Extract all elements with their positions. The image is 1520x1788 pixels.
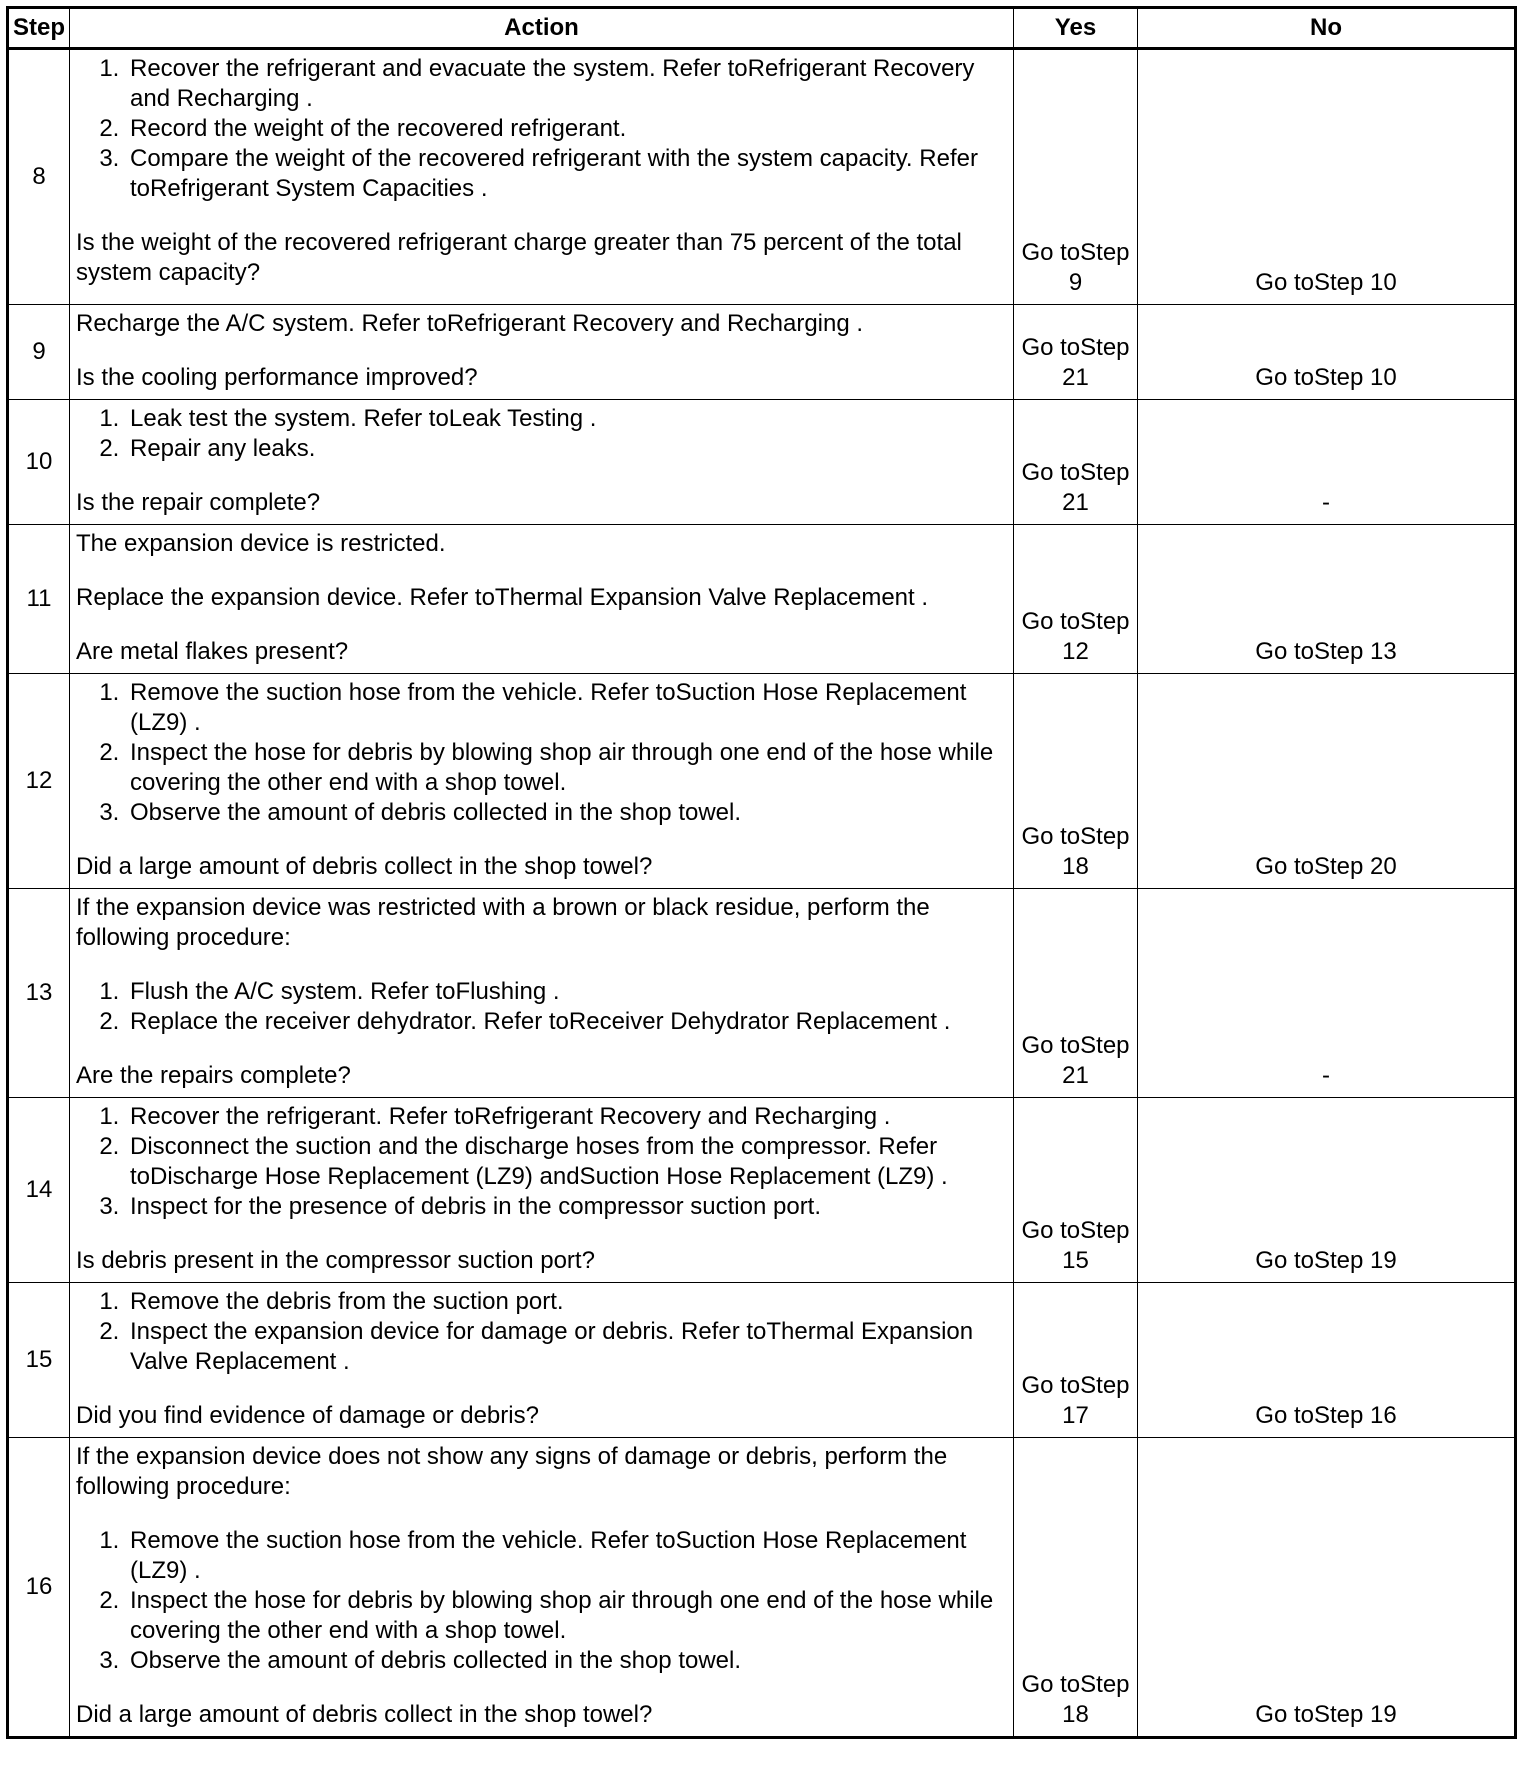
yes-goto-step: 15 <box>1062 1247 1089 1274</box>
yes-goto <box>1016 607 1135 667</box>
spacer <box>76 613 1007 637</box>
spacer <box>76 204 1007 228</box>
procedure-item: 2. Inspect the expansion device for damage or debris. Refer toThermal Expansion Valve Replacement . <box>126 1317 1007 1377</box>
procedure-list <box>76 977 1007 1037</box>
action-text: If the expansion device was restricted with a brown or black residue, perform the following procedure: <box>76 894 930 951</box>
yes-goto-label: Go toStep <box>1021 823 1130 850</box>
no-goto: Go toStep 19 <box>1138 1098 1516 1283</box>
action-text: Did you find evidence of damage or debris? <box>76 1402 539 1429</box>
spacer <box>76 1676 1007 1700</box>
procedure-list <box>76 678 1007 828</box>
no-goto: Go toStep 20 <box>1138 674 1516 889</box>
table-body <box>8 49 1516 1738</box>
step-number: 15 <box>8 1283 70 1438</box>
procedure-item: 2. Record the weight of the recovered refrigerant. <box>126 114 1007 144</box>
spacer <box>76 953 1007 977</box>
action-text: Recharge the A/C system. Refer toRefrigerant Recovery and Recharging . <box>76 310 864 337</box>
yes-goto-label: Go toStep <box>1021 239 1130 266</box>
yes-goto-label: Go toStep <box>1021 608 1130 635</box>
procedure-item: 1. Flush the A/C system. Refer toFlushing . <box>126 977 1007 1007</box>
yes-goto-step: 9 <box>1068 269 1083 296</box>
table-row <box>8 674 1516 889</box>
procedure-item: 1. Recover the refrigerant and evacuate the system. Refer toRefrigerant Recovery and Recharging . <box>126 54 1007 114</box>
spacer <box>76 1222 1007 1246</box>
step-number: 16 <box>8 1438 70 1738</box>
spacer <box>76 559 1007 583</box>
procedure-item: 1. Remove the debris from the suction port. <box>126 1287 1007 1317</box>
spacer <box>76 339 1007 363</box>
diagnostic-table <box>6 6 1517 1739</box>
action-cell <box>70 525 1014 674</box>
action-text: Is the cooling performance improved? <box>76 364 478 391</box>
action-cell <box>70 1098 1014 1283</box>
no-goto: Go toStep 10 <box>1138 305 1516 400</box>
procedure-item: 1. Remove the suction hose from the vehicle. Refer toSuction Hose Replacement (LZ9) . <box>126 678 1007 738</box>
procedure-list <box>76 54 1007 204</box>
yes-goto <box>1016 458 1135 518</box>
procedure-item: 3. Observe the amount of debris collected in the shop towel. <box>126 798 1007 828</box>
action-cell <box>70 305 1014 400</box>
table-header <box>8 8 1516 49</box>
no-goto: Go toStep 10 <box>1138 49 1516 305</box>
action-cell <box>70 400 1014 525</box>
action-cell <box>70 49 1014 305</box>
table-row <box>8 1283 1516 1438</box>
step-number: 14 <box>8 1098 70 1283</box>
header-row <box>8 8 1516 49</box>
yes-goto-step: 17 <box>1062 1402 1089 1429</box>
yes-goto <box>1016 1371 1135 1431</box>
table-row <box>8 525 1516 674</box>
action-text: Is the weight of the recovered refrigerant charge greater than 75 percent of the total system capacity? <box>76 229 962 286</box>
yes-goto <box>1016 1216 1135 1276</box>
procedure-item: 2. Inspect the hose for debris by blowing shop air through one end of the hose while covering the other end with a shop towel. <box>126 738 1007 798</box>
header-action: Action <box>70 8 1014 49</box>
header-step: Step <box>8 8 70 49</box>
table-row <box>8 400 1516 525</box>
yes-goto-label: Go toStep <box>1021 1372 1130 1399</box>
action-text: Are the repairs complete? <box>76 1062 351 1089</box>
yes-goto <box>1016 238 1135 298</box>
no-goto: Go toStep 19 <box>1138 1438 1516 1738</box>
table-row <box>8 49 1516 305</box>
action-text: The expansion device is restricted. <box>76 530 446 557</box>
yes-goto-step: 12 <box>1062 638 1089 665</box>
action-text: Replace the expansion device. Refer toThermal Expansion Valve Replacement . <box>76 584 929 611</box>
procedure-item: 1. Leak test the system. Refer toLeak Testing . <box>126 404 1007 434</box>
procedure-item: 1. Remove the suction hose from the vehicle. Refer toSuction Hose Replacement (LZ9) . <box>126 1526 1007 1586</box>
yes-goto <box>1016 1031 1135 1091</box>
step-number: 12 <box>8 674 70 889</box>
yes-cell <box>1014 1283 1138 1438</box>
procedure-item: 3. Compare the weight of the recovered refrigerant with the system capacity. Refer toRefrigerant System Capacities . <box>126 144 1007 204</box>
procedure-list <box>76 404 1007 464</box>
procedure-list <box>76 1526 1007 1676</box>
step-number: 11 <box>8 525 70 674</box>
action-cell <box>70 1438 1014 1738</box>
spacer <box>76 1037 1007 1061</box>
procedure-list <box>76 1287 1007 1377</box>
yes-goto-step: 18 <box>1062 853 1089 880</box>
header-yes: Yes <box>1014 8 1138 49</box>
procedure-item: 2. Disconnect the suction and the discharge hoses from the compressor. Refer toDischarge Hose Replacement (LZ9) andSuction Hose Replacement (LZ9) . <box>126 1132 1007 1192</box>
yes-cell <box>1014 674 1138 889</box>
yes-cell <box>1014 889 1138 1098</box>
spacer <box>76 1377 1007 1401</box>
no-goto: Go toStep 16 <box>1138 1283 1516 1438</box>
yes-goto-label: Go toStep <box>1021 1671 1130 1698</box>
yes-goto-label: Go toStep <box>1021 1217 1130 1244</box>
yes-goto <box>1016 822 1135 882</box>
action-text: Did a large amount of debris collect in the shop towel? <box>76 853 653 880</box>
spacer <box>76 828 1007 852</box>
table-row <box>8 1438 1516 1738</box>
procedure-item: 3. Inspect for the presence of debris in the compressor suction port. <box>126 1192 1007 1222</box>
yes-goto-step: 21 <box>1062 364 1089 391</box>
yes-cell <box>1014 525 1138 674</box>
no-goto: - <box>1138 889 1516 1098</box>
table-row <box>8 1098 1516 1283</box>
procedure-item: 2. Repair any leaks. <box>126 434 1007 464</box>
procedure-item: 2. Replace the receiver dehydrator. Refer toReceiver Dehydrator Replacement . <box>126 1007 1007 1037</box>
yes-cell <box>1014 305 1138 400</box>
yes-cell <box>1014 49 1138 305</box>
yes-goto-step: 21 <box>1062 489 1089 516</box>
action-cell <box>70 674 1014 889</box>
action-text: Is debris present in the compressor suction port? <box>76 1247 595 1274</box>
step-number: 13 <box>8 889 70 1098</box>
action-text: If the expansion device does not show any signs of damage or debris, perform the following procedure: <box>76 1443 948 1500</box>
yes-goto <box>1016 1670 1135 1730</box>
procedure-item: 2. Inspect the hose for debris by blowing shop air through one end of the hose while covering the other end with a shop towel. <box>126 1586 1007 1646</box>
procedure-list <box>76 1102 1007 1222</box>
procedure-item: 3. Observe the amount of debris collected in the shop towel. <box>126 1646 1007 1676</box>
header-no: No <box>1138 8 1516 49</box>
spacer <box>76 464 1007 488</box>
step-number: 8 <box>8 49 70 305</box>
yes-goto-label: Go toStep <box>1021 1032 1130 1059</box>
yes-cell <box>1014 1098 1138 1283</box>
yes-cell <box>1014 1438 1138 1738</box>
no-goto: Go toStep 13 <box>1138 525 1516 674</box>
yes-cell <box>1014 400 1138 525</box>
step-number: 10 <box>8 400 70 525</box>
action-text: Is the repair complete? <box>76 489 321 516</box>
action-cell <box>70 1283 1014 1438</box>
table-row <box>8 305 1516 400</box>
yes-goto-label: Go toStep <box>1021 334 1130 361</box>
yes-goto-step: 18 <box>1062 1701 1089 1728</box>
yes-goto <box>1016 333 1135 393</box>
yes-goto-label: Go toStep <box>1021 459 1130 486</box>
step-number: 9 <box>8 305 70 400</box>
table-row <box>8 889 1516 1098</box>
action-text: Did a large amount of debris collect in the shop towel? <box>76 1701 653 1728</box>
action-text: Are metal flakes present? <box>76 638 349 665</box>
action-cell <box>70 889 1014 1098</box>
no-goto: - <box>1138 400 1516 525</box>
procedure-item: 1. Recover the refrigerant. Refer toRefrigerant Recovery and Recharging . <box>126 1102 1007 1132</box>
yes-goto-step: 21 <box>1062 1062 1089 1089</box>
spacer <box>76 1502 1007 1526</box>
